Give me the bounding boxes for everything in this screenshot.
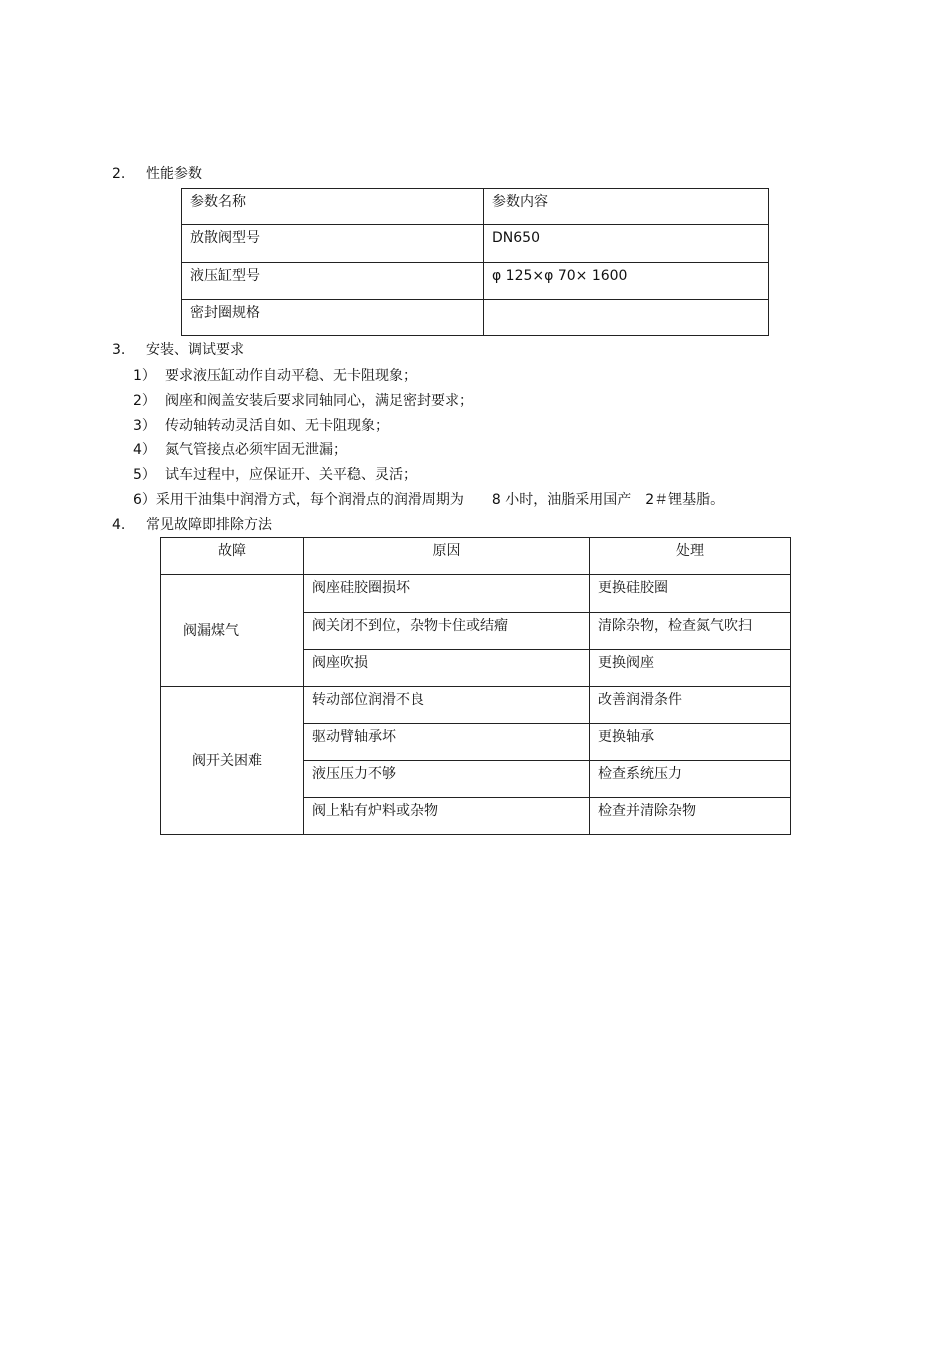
section-3-title: 安装、调试要求	[146, 342, 244, 358]
fault-header-cause: 原因	[304, 538, 590, 575]
fault-cause: 转动部位润滑不良	[304, 687, 590, 724]
param-value	[484, 300, 769, 336]
list-item-number: 6）	[133, 492, 156, 508]
list-item-text: 采用干油集中润滑方式，每个润滑点的润滑周期为 8 小时，油脂采用国产 2＃锂基脂。	[155, 492, 725, 508]
list-item-text: 氮气管接点必须牢固无泄漏；	[165, 442, 347, 458]
list-item-text: 试车过程中，应保证开、关平稳、灵活；	[165, 467, 417, 483]
list-item-number: 3）	[133, 418, 156, 434]
fault-fix: 更换硅胶圈	[590, 575, 791, 613]
fault-name: 阀漏煤气	[161, 575, 304, 687]
param-header-name: 参数名称	[182, 189, 484, 225]
fault-cause: 驱动臂轴承坏	[304, 724, 590, 761]
parameter-table	[181, 188, 769, 336]
list-item	[133, 392, 473, 410]
param-header-content: 参数内容	[484, 189, 769, 225]
fault-cause: 阀座硅胶圈损坏	[304, 575, 590, 613]
fault-fix: 检查系统压力	[590, 761, 791, 798]
list-item-number: 4）	[133, 442, 156, 458]
table-row	[161, 575, 791, 613]
fault-fix: 改善润滑条件	[590, 687, 791, 724]
fault-fix: 更换轴承	[590, 724, 791, 761]
table-row	[182, 263, 769, 300]
section-3-number: 3.	[112, 342, 126, 358]
list-item-number: 2）	[133, 393, 156, 409]
section-2-title: 性能参数	[146, 166, 202, 182]
param-value: φ 125×φ 70× 1600	[484, 263, 769, 300]
table-row	[182, 225, 769, 263]
table-row	[182, 189, 769, 225]
table-row	[182, 300, 769, 336]
list-item	[133, 491, 724, 509]
fault-fix: 检查并清除杂物	[590, 798, 791, 835]
fault-header-fault: 故障	[161, 538, 304, 575]
fault-cause: 阀座吹损	[304, 650, 590, 687]
section-2-number: 2.	[112, 166, 126, 182]
param-name: 液压缸型号	[182, 263, 484, 300]
fault-name: 阀开关困难	[161, 687, 304, 835]
list-item-text: 传动轴转动灵活自如、无卡阻现象；	[165, 418, 389, 434]
fault-fix: 清除杂物，检查氮气吹扫	[590, 613, 791, 650]
fault-cause: 液压压力不够	[304, 761, 590, 798]
list-item	[133, 417, 389, 435]
section-4-title: 常见故障即排除方法	[146, 517, 272, 533]
param-name: 密封圈规格	[182, 300, 484, 336]
fault-cause: 阀上粘有炉料或杂物	[304, 798, 590, 835]
list-item	[133, 367, 417, 385]
fault-table	[160, 537, 791, 835]
fault-fix: 更换阀座	[590, 650, 791, 687]
fault-cause: 阀关闭不到位，杂物卡住或结瘤	[304, 613, 590, 650]
list-item-number: 5）	[133, 467, 156, 483]
table-row	[161, 538, 791, 575]
param-value: DN650	[484, 225, 769, 263]
list-item-text: 要求液压缸动作自动平稳、无卡阻现象；	[165, 368, 417, 384]
list-item-text: 阀座和阀盖安装后要求同轴同心，满足密封要求；	[165, 393, 473, 409]
list-item	[133, 466, 417, 484]
param-name: 放散阀型号	[182, 225, 484, 263]
fault-header-fix: 处理	[590, 538, 791, 575]
list-item-number: 1）	[133, 368, 156, 384]
table-row	[161, 687, 791, 724]
section-4-number: 4.	[112, 517, 126, 533]
list-item	[133, 441, 347, 459]
